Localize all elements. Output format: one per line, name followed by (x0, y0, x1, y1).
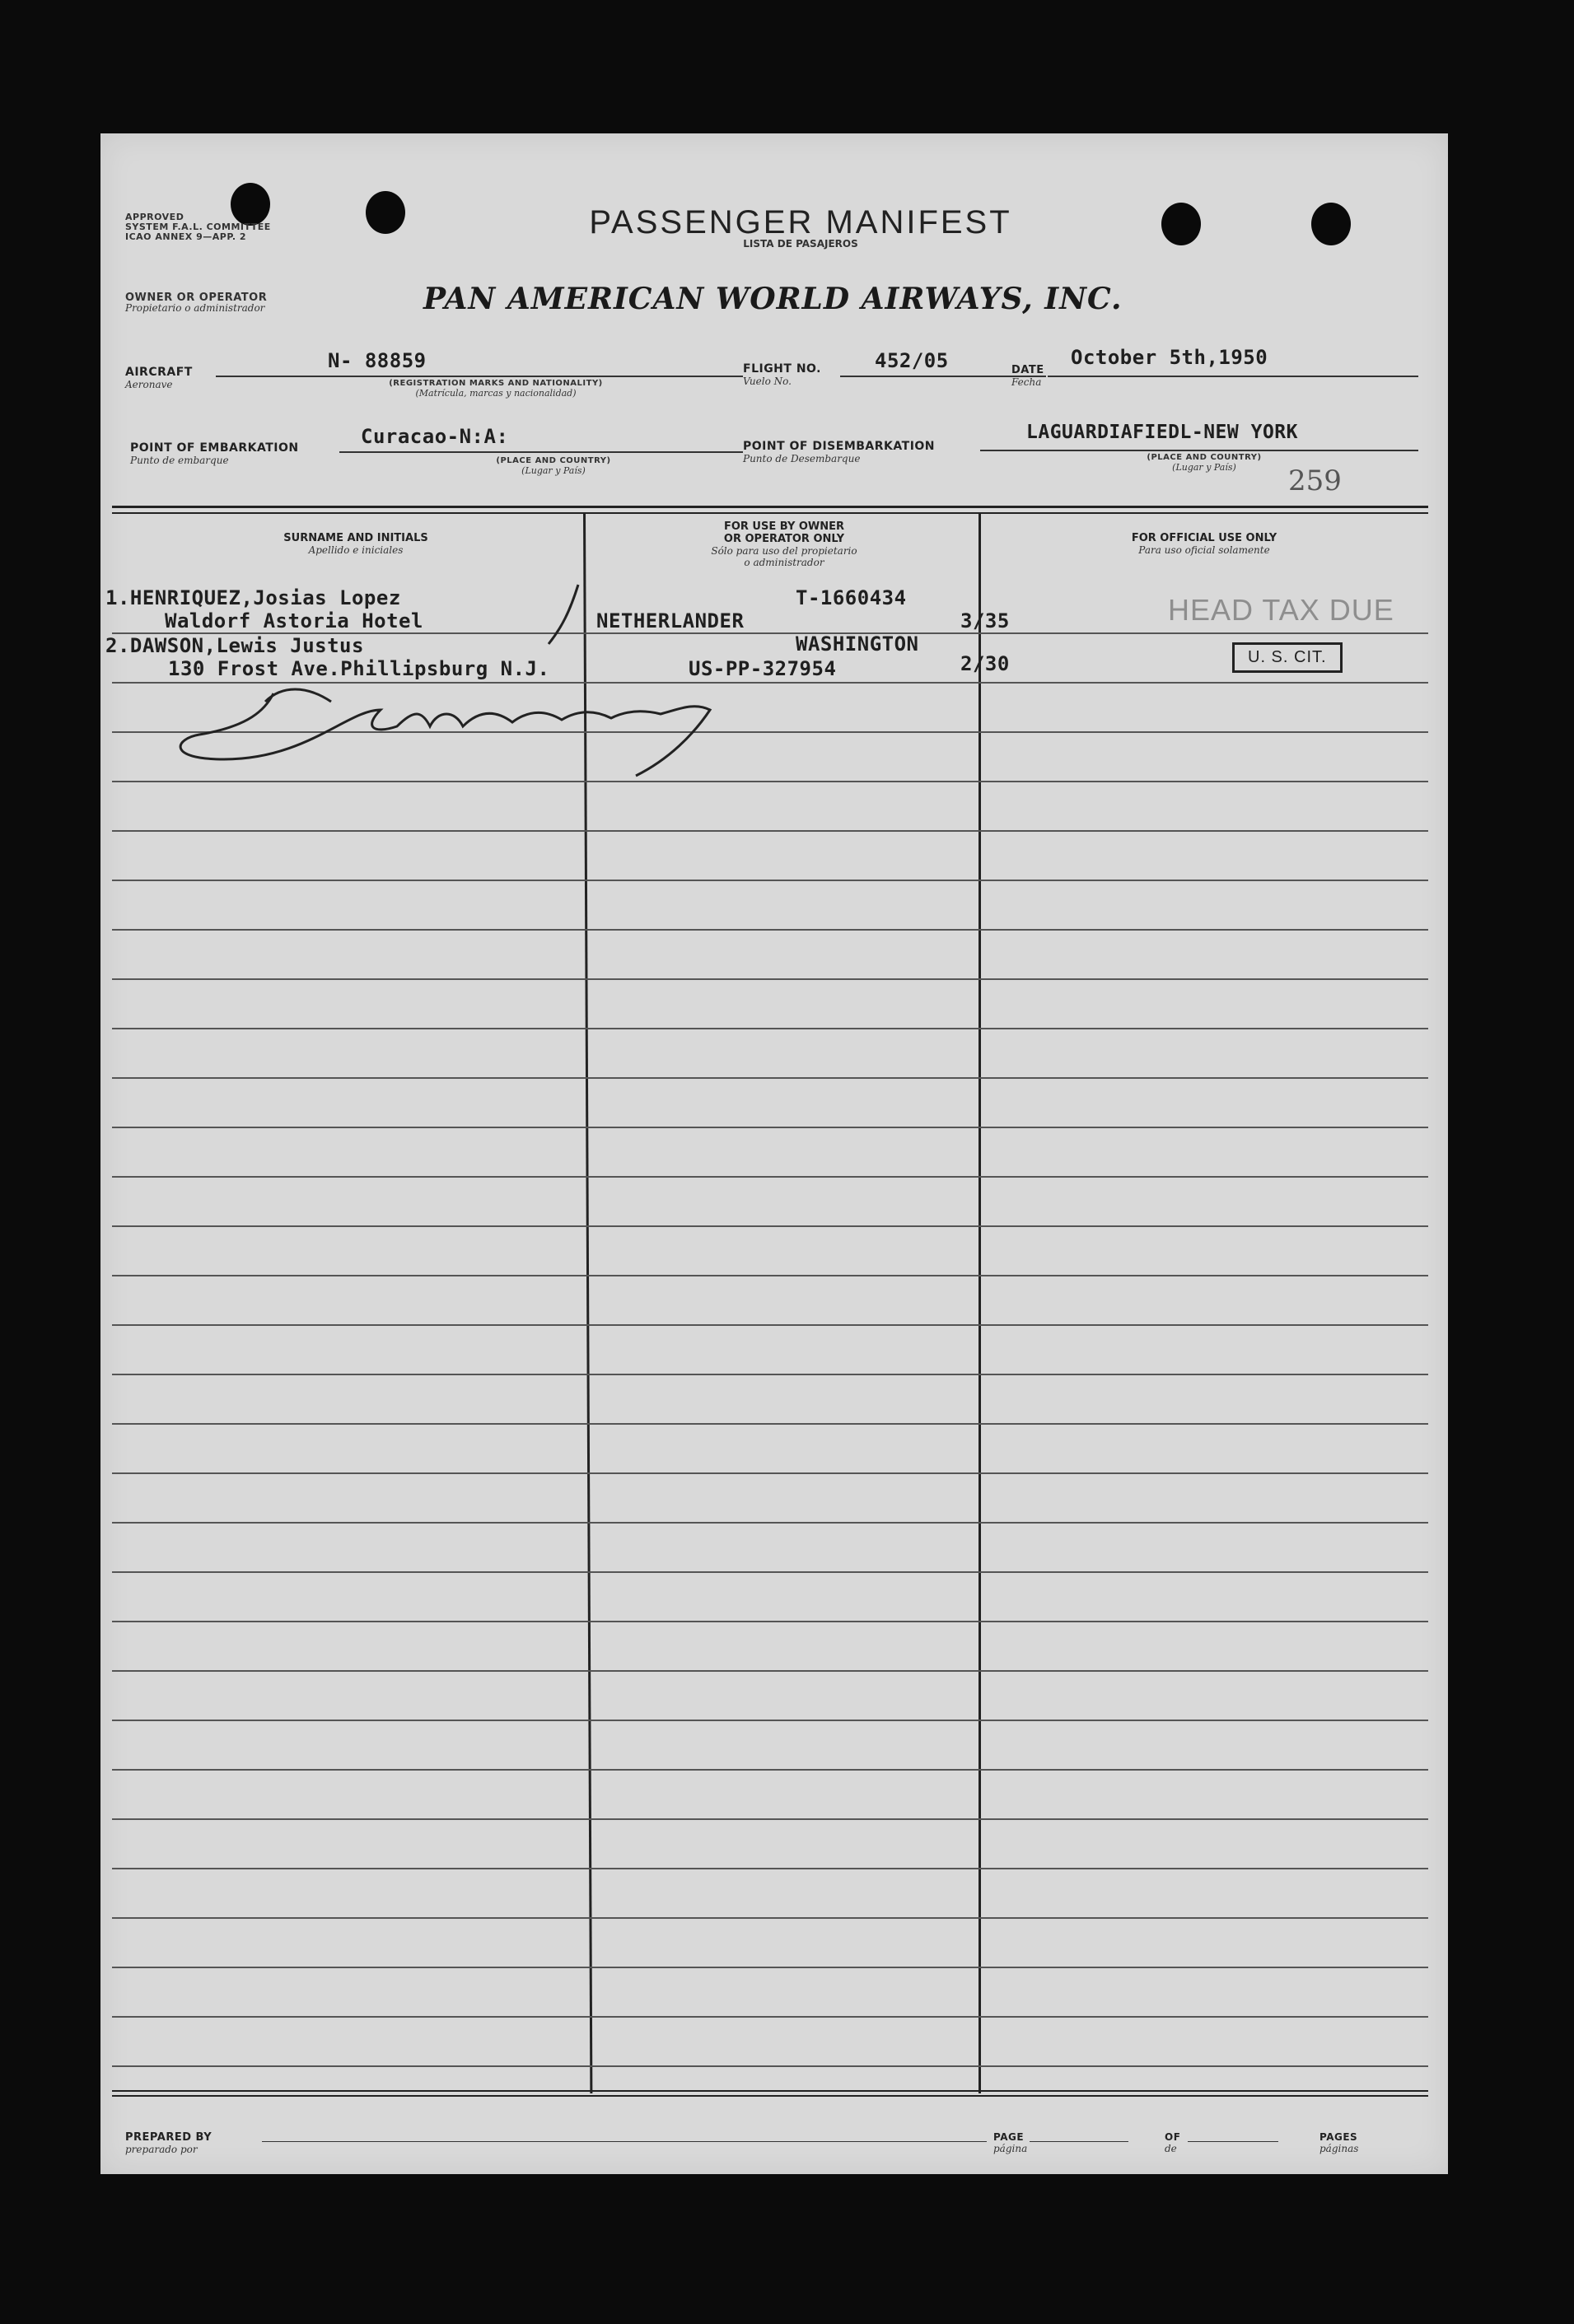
place-note: (PLACE AND COUNTRY) (1147, 453, 1262, 462)
flight-value: 452/05 (875, 349, 949, 372)
col1-title: SURNAME AND INITIALS (283, 532, 428, 544)
aircraft-label-es: Aeronave (125, 379, 173, 390)
prepared-underline (262, 2141, 987, 2142)
table-bottom-rule (112, 2090, 1428, 2092)
ruled-line (112, 978, 1428, 980)
of-underline (1188, 2141, 1278, 2142)
passenger-2-name: 2.DAWSON,Lewis Justus (105, 634, 364, 657)
prepared-label: PREPARED BY (125, 2131, 213, 2144)
check-mark (549, 585, 578, 644)
page-label: PAGE (993, 2131, 1025, 2143)
prepared-by-block (125, 2131, 212, 2155)
prepared-label-es: preparado por (125, 2144, 198, 2155)
col2-title: OR OPERATOR ONLY (723, 533, 845, 545)
registration-note-es: (Matrícula, marcas y nacionalidad) (415, 388, 577, 399)
approval-line: APPROVED (125, 212, 184, 222)
ruled-line (112, 1522, 1428, 1524)
handwritten-signature (180, 693, 710, 776)
embark-label: POINT OF EMBARKATION (130, 441, 299, 455)
passenger-1-name: 1.HENRIQUEZ,Josias Lopez (105, 586, 401, 609)
pages-label-es: páginas (1319, 2143, 1359, 2154)
passenger-1-document: T-1660434 (796, 586, 907, 609)
col2-title-es: Sólo para uso del propietario (711, 545, 857, 557)
operator-name: PAN AMERICAN WORLD AIRWAYS, INC. (423, 282, 1123, 316)
ruled-line (112, 1472, 1428, 1474)
approval-line: SYSTEM F.A.L. COMMITTEE (125, 222, 271, 232)
ruled-line (112, 1176, 1428, 1178)
aircraft-label: AIRCRAFT (125, 366, 193, 379)
of-label: OF (1165, 2131, 1181, 2143)
of-label-es: de (1165, 2143, 1177, 2154)
owner-label-es: Propietario o administrador (125, 302, 265, 314)
date-value: October 5th,1950 (1071, 346, 1268, 369)
passenger-2-issued: WASHINGTON (796, 632, 919, 656)
col3-title: FOR OFFICIAL USE ONLY (1131, 532, 1277, 544)
ruled-line (112, 1225, 1428, 1227)
ruled-line (112, 1077, 1428, 1079)
us-citizen-stamp: U. S. CIT. (1232, 642, 1343, 673)
passenger-1-nationality: NETHERLANDER (596, 609, 745, 632)
date-label: DATE (1011, 364, 1044, 376)
ruled-line (112, 1324, 1428, 1326)
ruled-line (112, 1571, 1428, 1573)
ruled-line (112, 1374, 1428, 1375)
aircraft-value: N- 88859 (328, 349, 427, 372)
handwritten-signature (265, 689, 331, 702)
ruled-line (112, 1028, 1428, 1029)
place-note: (PLACE AND COUNTRY) (496, 456, 611, 465)
ruled-line (112, 880, 1428, 881)
ruled-line (112, 830, 1428, 832)
col2-title: FOR USE BY OWNER (723, 520, 845, 533)
passenger-2-code: 2/30 (960, 652, 1010, 675)
col1-title-es: Apellido e iniciales (308, 544, 404, 556)
page-title-es: LISTA DE PASAJEROS (743, 238, 858, 250)
ruled-line (112, 1769, 1428, 1771)
ruled-line (112, 1127, 1428, 1128)
ruled-line (112, 1670, 1428, 1672)
ruled-line (112, 1818, 1428, 1820)
table-bottom-rule (112, 2095, 1428, 2097)
page-number-stamp: 259 (1288, 464, 1342, 497)
disembark-label-es: Punto de Desembarque (743, 453, 861, 464)
place-note-es: (Lugar y País) (521, 465, 586, 476)
ruled-line (112, 1423, 1428, 1425)
page-label-block (993, 2131, 1027, 2154)
place-note-es: (Lugar y País) (1172, 462, 1236, 473)
flight-label: FLIGHT NO. (743, 362, 821, 376)
passenger-1-address: Waldorf Astoria Hotel (165, 609, 423, 632)
page-underline (1030, 2141, 1128, 2142)
ruled-line (112, 1868, 1428, 1869)
ruled-line (112, 2016, 1428, 2018)
page-label-es: página (993, 2143, 1028, 2154)
registration-note: (REGISTRATION MARKS AND NATIONALITY) (389, 379, 603, 388)
disembark-label: POINT OF DISEMBARKATION (743, 440, 936, 453)
pages-label-block (1319, 2131, 1358, 2154)
ruled-line (112, 929, 1428, 931)
flight-label-es: Vuelo No. (743, 376, 792, 387)
of-label-block (1165, 2131, 1180, 2154)
ruled-line (112, 1917, 1428, 1919)
owner-label: OWNER OR OPERATOR (125, 292, 268, 304)
ruled-line (112, 1275, 1428, 1276)
approval-line: ICAO ANNEX 9—APP. 2 (125, 231, 247, 242)
handwriting-layer (100, 133, 1448, 792)
page-title: PASSENGER MANIFEST (589, 204, 1012, 240)
ruled-line (112, 1967, 1428, 1968)
ruled-line (112, 1621, 1428, 1622)
passenger-2-address: 130 Frost Ave.Phillipsburg N.J. (168, 657, 550, 680)
disembark-value: LAGUARDIAFIEDL-NEW YORK (1026, 422, 1298, 443)
date-label-es: Fecha (1011, 376, 1042, 388)
pages-label: PAGES (1319, 2131, 1358, 2143)
embark-label-es: Punto de embarque (130, 455, 229, 466)
embark-value: Curacao-N:A: (361, 425, 509, 448)
col2-title-es: o administrador (744, 557, 824, 568)
ruled-line (112, 1720, 1428, 1721)
manifest-sheet (100, 133, 1448, 2174)
col3-title-es: Para uso oficial solamente (1138, 544, 1270, 556)
passenger-1-code: 3/35 (960, 609, 1010, 632)
passenger-2-document: US-PP-327954 (689, 657, 837, 680)
head-tax-due-stamp: HEAD TAX DUE (1168, 593, 1394, 627)
ruled-line (112, 2065, 1428, 2067)
